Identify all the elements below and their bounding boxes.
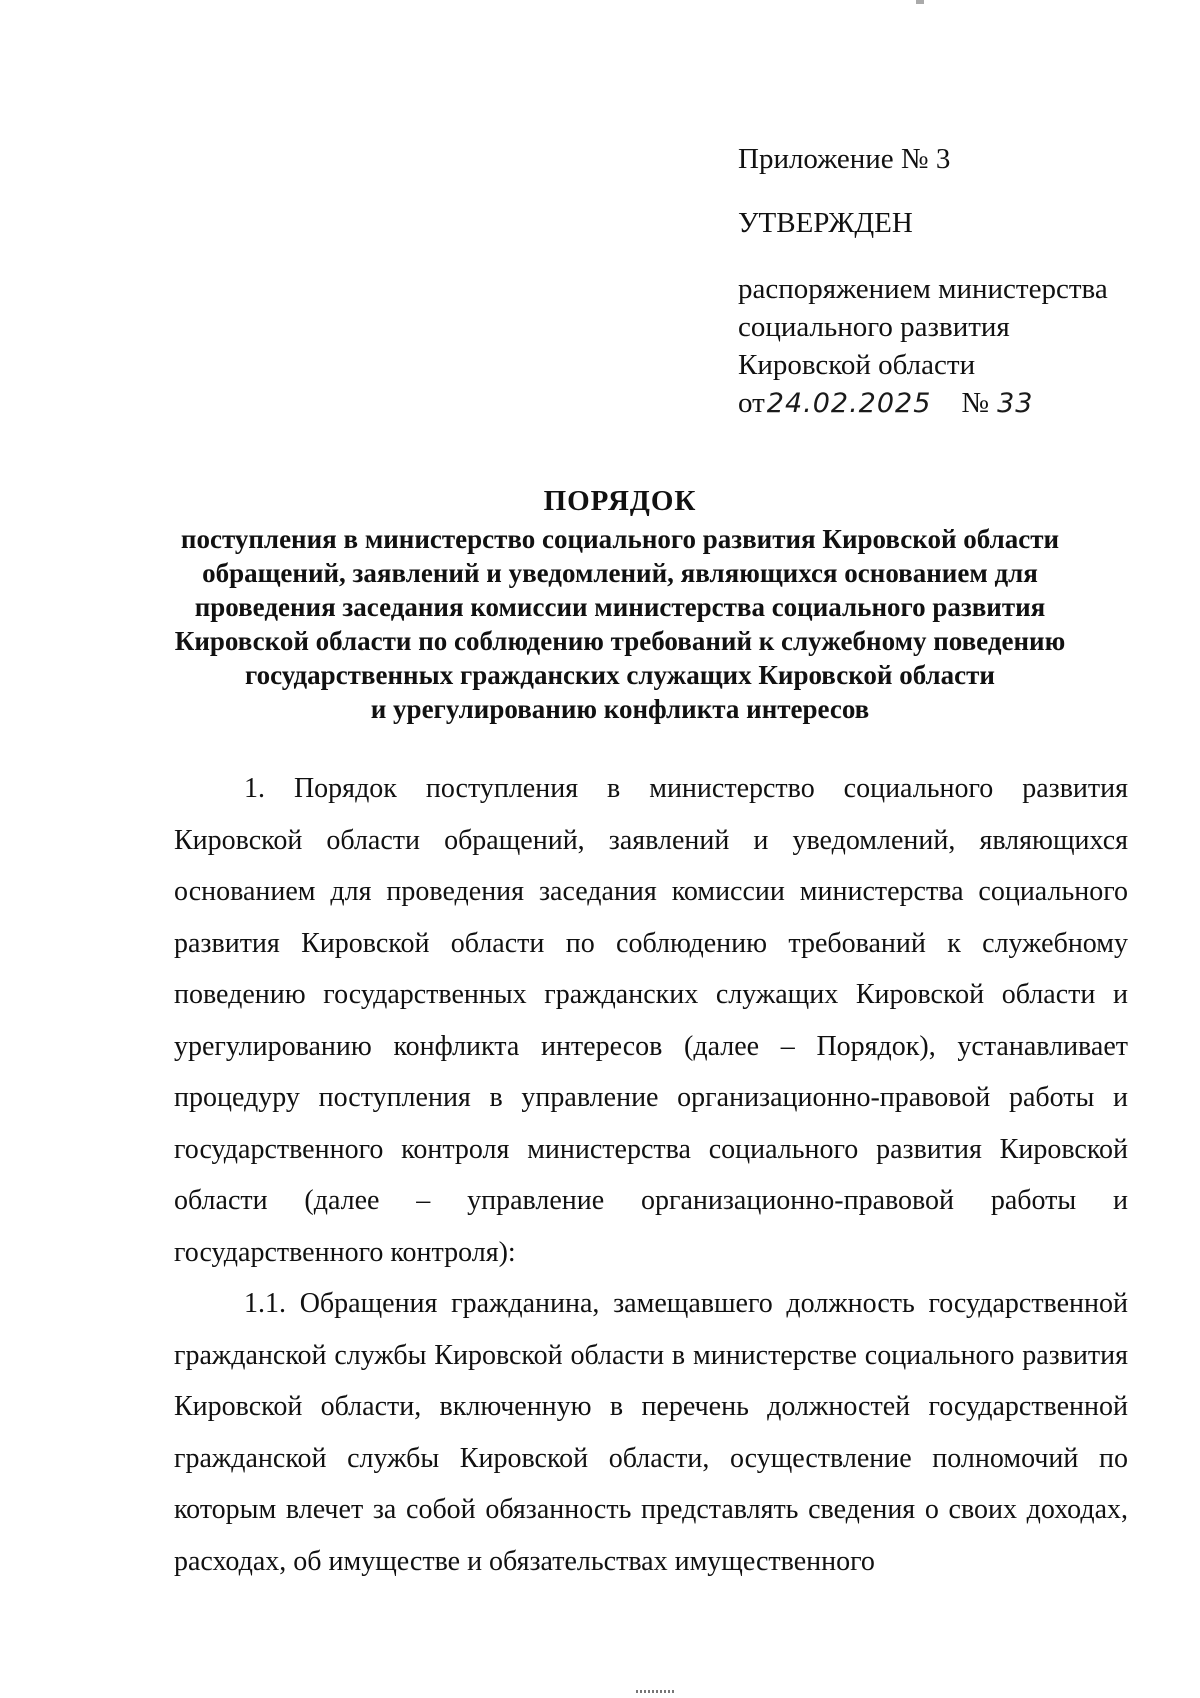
appendix-block	[738, 140, 1138, 423]
document-heading	[120, 484, 1120, 726]
approved-label: УТВЕРЖДЕН	[738, 207, 913, 239]
heading-line: поступления в министерство социального развития Кировской области	[180, 524, 1060, 554]
date-prefix: от	[738, 387, 765, 419]
heading-line: государственных гражданских служащих Кировской области	[245, 660, 995, 690]
paragraph-1: 1. Порядок поступления в министерство социального развития Кировской области обращений, заявлений и уведомлений, являющихся основанием для проведения заседания комиссии министерства социального развития Кировской области по соблюдению требований к служебному поведению государственных гражданских служащих Кировской области и урегулированию конфликта интересов (далее – Порядок), устанавливает процедуру поступления в управление организационно-правовой работы и государственного контроля министерства социального развития Кировской области (далее – управление организационно-правовой работы и государственного контроля):	[174, 773, 1128, 1268]
heading-line: обращений, заявлений и уведомлений, являющихся основанием для	[202, 558, 1038, 588]
number-prefix: №	[961, 387, 990, 419]
heading-line: проведения заседания комиссии министерства социального развития	[194, 592, 1046, 622]
heading-line: Кировской области по соблюдению требований к служебному поведению	[174, 626, 1066, 656]
document-body	[174, 763, 1128, 1587]
approved-by-line-1: распоряжением министерства	[738, 273, 1108, 305]
approved-by-line-3: Кировской области	[738, 349, 976, 381]
approved-by-line-2: социального развития	[738, 311, 1010, 343]
heading-title: ПОРЯДОК	[543, 485, 697, 517]
paragraph-1-1: 1.1. Обращения гражданина, замещавшего должность государственной гражданской службы Кировской области в министерстве социального развития Кировской области, включенную в перечень должностей государственной гражданской службы Кировской области, осуществление полномочий по которым влечет за собой обязанность представлять сведения о своих доходах, расходах, об имуществе и обязательствах имущественного	[174, 1288, 1128, 1577]
handwritten-number: 33	[997, 388, 1034, 419]
handwritten-date: 24.02.2025	[766, 388, 932, 419]
scan-mark	[916, 0, 924, 4]
heading-line: и урегулированию конфликта интересов	[370, 694, 870, 724]
scan-mark-bottom	[636, 1690, 676, 1693]
date-number-line	[738, 384, 1138, 423]
appendix-label: Приложение № 3	[738, 143, 951, 175]
